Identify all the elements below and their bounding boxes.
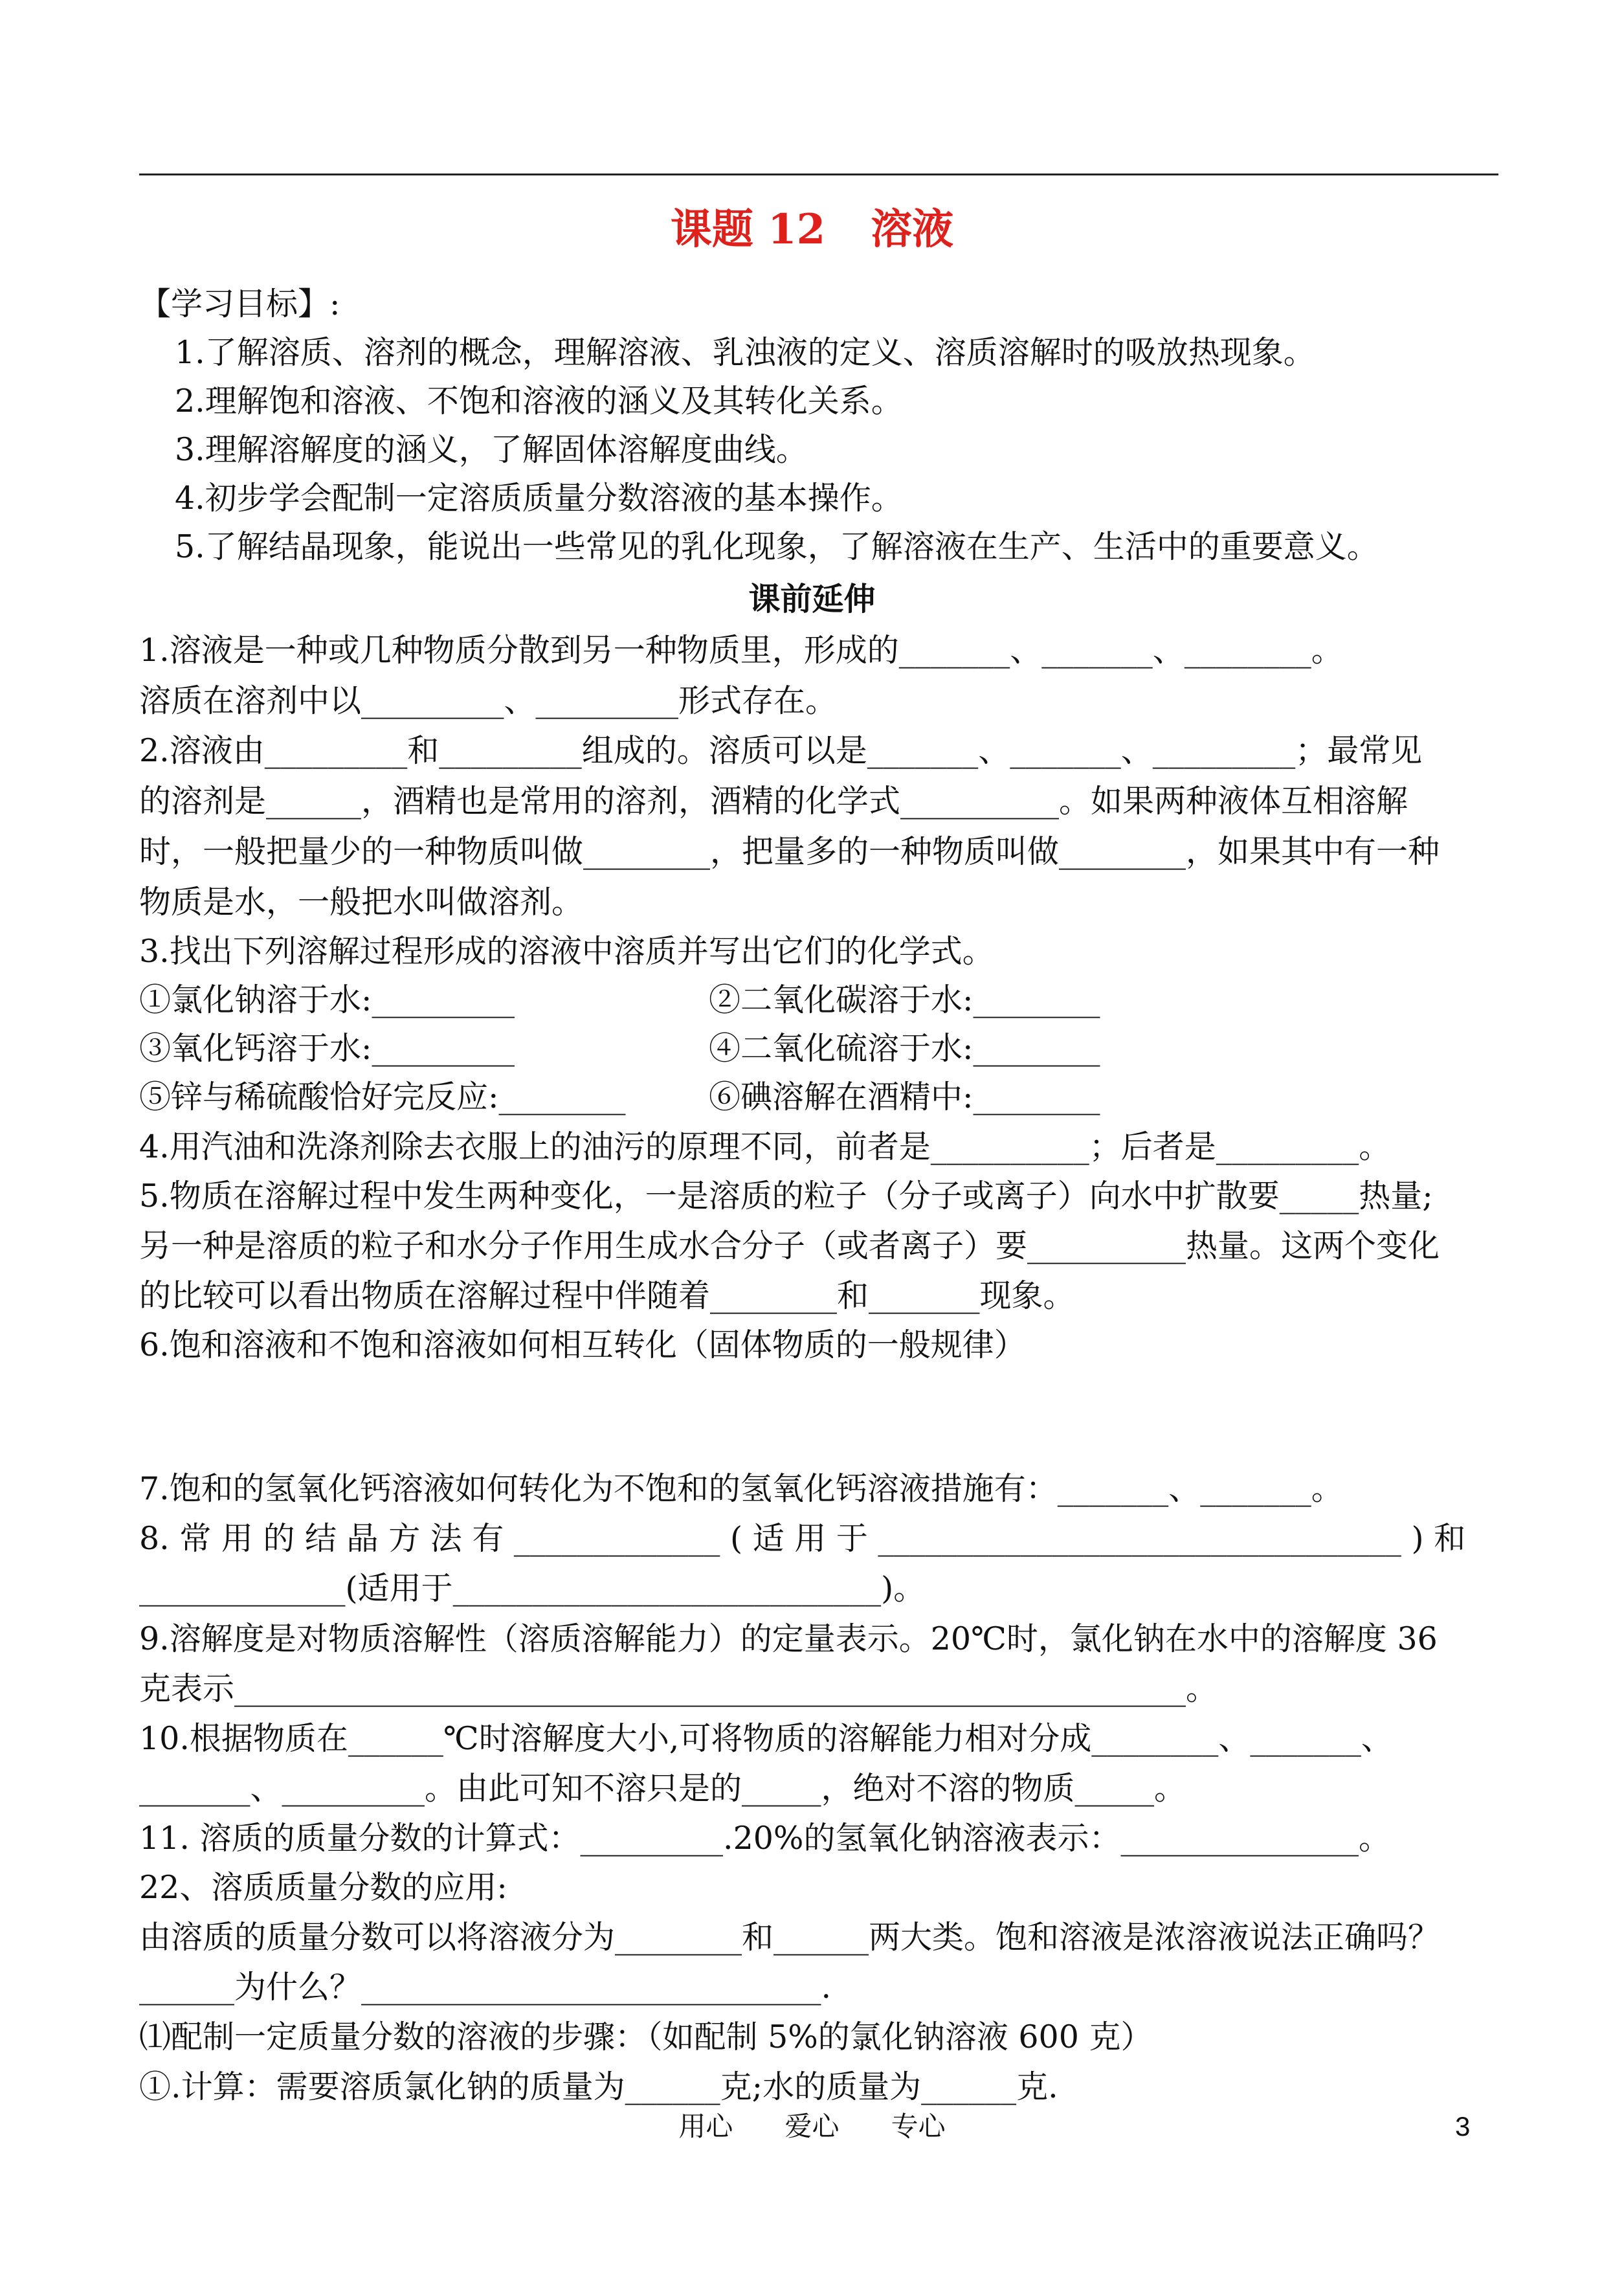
question-22-line: ______为什么？_____________________________.	[139, 1969, 832, 2006]
page-number: 3	[1455, 2111, 1471, 2142]
question-10-line: 10.根据物质在______℃时溶解度大小,可将物质的溶解能力相对分成________、_______、	[139, 1720, 1393, 1757]
question-3-item: ⑤锌与稀硫酸恰好完反应:________	[139, 1079, 626, 1115]
question-6: 6.饱和溶液和不饱和溶液如何相互转化（固体物质的一般规律）	[139, 1326, 1026, 1363]
objective-item: 5.了解结晶现象，能说出一些常见的乳化现象，了解溶液在生产、生活中的重要意义。	[175, 528, 1379, 565]
question-9-line: 9.溶解度是对物质溶解性（溶质溶解能力）的定量表示。20℃时，氯化钠在水中的溶解度 36	[139, 1620, 1438, 1657]
question-22-line: 由溶质的质量分数可以将溶液分为________和______两大类。饱和溶液是浓溶液说法正确吗？	[139, 1919, 1440, 1956]
objectives-heading: 【学习目标】:	[139, 285, 340, 322]
page-title	[0, 194, 1624, 265]
objective-item: 3.理解溶解度的涵义，了解固体溶解度曲线。	[175, 431, 808, 468]
objective-item: 2.理解饱和溶液、不饱和溶液的涵义及其转化关系。	[175, 383, 903, 419]
section-heading: 课前延伸	[748, 580, 876, 618]
question-3-item: ④二氧化硫溶于水:________	[709, 1030, 1100, 1067]
question-5-line: 5.物质在溶解过程中发生两种变化，一是溶质的粒子（分子或离子）向水中扩散要_____热量;	[139, 1178, 1433, 1214]
question-10-line: _______、_________。由此可知不溶只是的_____，绝对不溶的物质_____。	[139, 1770, 1186, 1807]
question-7: 7.饱和的氢氧化钙溶液如何转化为不饱和的氢氧化钙溶液措施有：_______、_______。	[139, 1470, 1343, 1507]
objective-item: 1.了解溶质、溶剂的概念，理解溶液、乳浊液的定义、溶质溶解时的吸放热现象。	[175, 334, 1315, 371]
question-22-line: 22、溶质质量分数的应用:	[139, 1869, 507, 1906]
question-3-item: ⑥碘溶解在酒精中:________	[709, 1079, 1100, 1115]
question-2-line: 时，一般把量少的一种物质叫做________，把量多的一种物质叫做________，如果其中有一种	[139, 833, 1440, 870]
question-11: 11. 溶质的质量分数的计算式：_________.20%的氢氧化钠溶液表示：_______________。	[139, 1820, 1390, 1857]
question-1-line: 1.溶液是一种或几种物质分散到另一种物质里，形成的_______、_______、________。	[139, 632, 1343, 669]
procedure-line: ①.计算：需要溶质氯化钠的质量为______克;水的质量为______克.	[139, 2068, 1058, 2105]
question-3-intro: 3.找出下列溶解过程形成的溶液中溶质并写出它们的化学式。	[139, 933, 994, 970]
question-2-line: 的溶剂是______，酒精也是常用的溶剂，酒精的化学式__________。如果两种液体互相溶解	[139, 783, 1408, 820]
question-3-item: ③氧化钙溶于水:_________	[139, 1030, 515, 1067]
header-rule	[139, 173, 1498, 175]
question-8-line: _____________(适用于___________________________)。	[139, 1570, 926, 1607]
question-2-line: 2.溶液由_________和_________组成的。溶质可以是_______、_______、_________；最常见	[139, 732, 1423, 769]
objective-item: 4.初步学会配制一定溶质质量分数溶液的基本操作。	[175, 480, 903, 517]
question-8-line: 8. 常 用 的 结 晶 方 法 有 _____________ ( 适 用 于 _________________________________ ) 和	[139, 1520, 1466, 1557]
procedure-line: ⑴配制一定质量分数的溶液的步骤：（如配制 5%的氯化钠溶液 600 克）	[139, 2019, 1153, 2055]
question-3-item: ②二氧化碳溶于水:________	[709, 981, 1100, 1018]
question-2-line: 物质是水，一般把水叫做溶剂。	[139, 884, 584, 921]
question-5-line: 的比较可以看出物质在溶解过程中伴随着________和_______现象。	[139, 1277, 1075, 1314]
footer-motto: 用心 爱心 专心	[678, 2110, 946, 2142]
question-9-line: 克表示____________________________________________________________。	[139, 1670, 1218, 1707]
question-1-line: 溶质在溶剂中以_________、_________形式存在。	[139, 682, 838, 719]
title-prefix: 课题 12	[670, 205, 826, 254]
question-4: 4.用汽油和洗涤剂除去衣服上的油污的原理不同，前者是__________；后者是_________。	[139, 1128, 1391, 1165]
question-5-line: 另一种是溶质的粒子和水分子作用生成水合分子（或者离子）要__________热量。这两个变化	[139, 1227, 1440, 1264]
title-main: 溶液	[871, 205, 954, 254]
question-3-item: ①氯化钠溶于水:_________	[139, 981, 515, 1018]
